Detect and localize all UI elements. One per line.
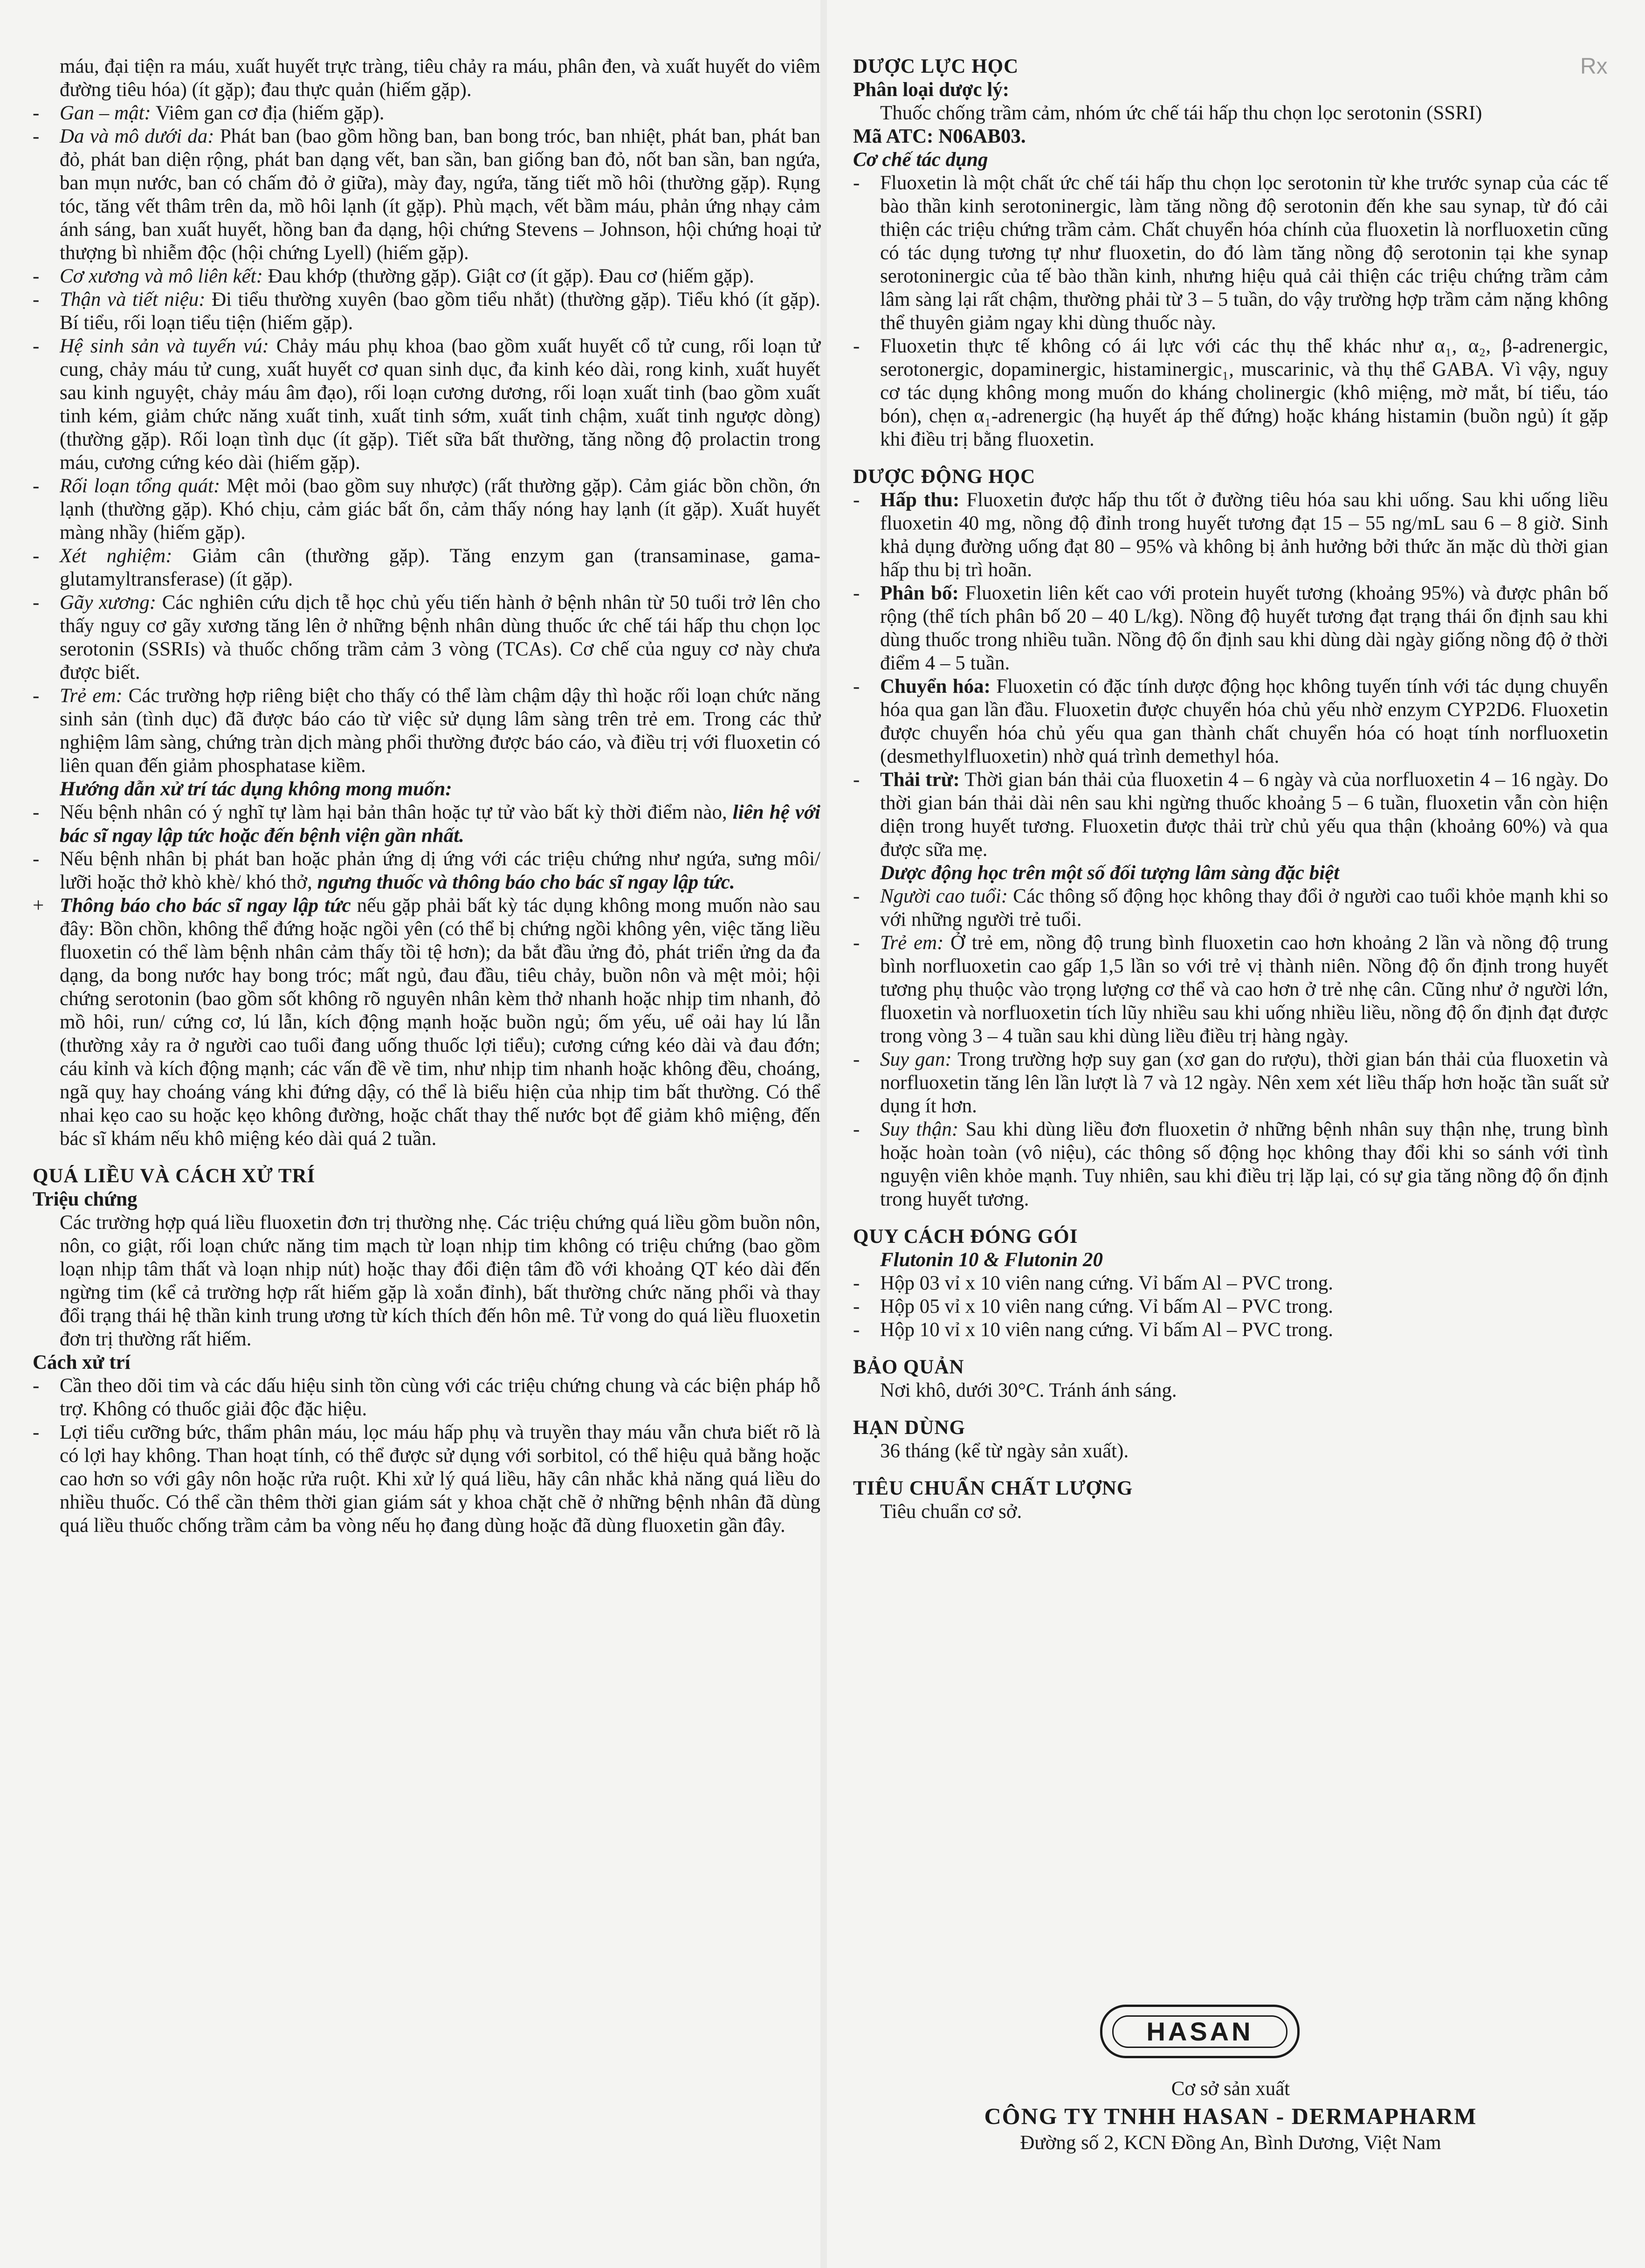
adverse-renal: - Thận và tiết niệu: Đi tiểu thường xuyên (bao gồm tiểu nhắt) (thường gặp). Tiểu khó (ít gặp). Bí tiểu, rối loạn tiểu tiện (hiếm gặp). [33, 289, 820, 334]
left-column [33, 55, 820, 1537]
special-populations-heading: Dược động học trên một số đối tượng lâm sàng đặc biệt [880, 862, 1340, 884]
pharmacologic-class-label: Phân loại dược lý: [853, 79, 1010, 101]
pharmacokinetics-heading: DƯỢC ĐỘNG HỌC [853, 466, 1036, 488]
packaging-product-names: Flutonin 10 & Flutonin 20 [880, 1249, 1103, 1271]
packaging-item: - Hộp 03 vỉ x 10 viên nang cứng. Vỉ bấm Al – PVC trong. [853, 1272, 1334, 1294]
pk-children: - Trẻ em: Ở trẻ em, nồng độ trung bình fluoxetin cao hơn khoảng 2 lần và nồng độ trung bình norfluoxetin cao gấp 1,5 lần so với trẻ vị thành niên. Nồng độ ổn định trong huyết tương phụ thuộc vào trọng lượng cơ thể và cao hơn ở trẻ nhẹ cân. Cũng như ở người lớn, fluoxetin và norfluoxetin tích lũy nhiều sau khi uống nhiều liều, nồng độ ổn định đạt được trong vòng 3 – 4 tuần sau khi dùng liều điều trị hàng ngày. [853, 932, 1608, 1047]
storage-heading: BẢO QUẢN [853, 1356, 964, 1378]
mechanism-item-1: - Fluoxetin là một chất ức chế tái hấp thu chọn lọc serotonin từ khe trước synap của các tế bào thần kinh serotoninergic, làm tăng nồng độ serotonin đến khe sau synap, từ đó cải thiện các triệu chứng trầm cảm. Chất chuyển hóa chính của fluoxetin là norfluoxetin cũng có tác dụng tương tự như fluoxetin, do đó làm tăng nồng độ serotonin tại khe synap serotoninergic của tế bào thần kinh, nhưng hiệu quả cải thiện các triệu chứng trầm cảm lâm sàng lại rất chậm, thường phải từ 3 – 5 tuần, do vậy trường hợp trầm cảm nặng không thể thuyên giảm ngay khi dùng thuốc này. [853, 172, 1608, 334]
quality-standard-text: Tiêu chuẩn cơ sở. [880, 1501, 1022, 1523]
pk-metabolism: - Chuyển hóa: Fluoxetin có đặc tính dược động học không tuyến tính với tác dụng chuyển hóa qua gan lần đầu. Fluoxetin được chuyển hóa chủ yếu nhờ enzym CYP2D6. Fluoxetin được chuyển hóa chủ yếu qua gan thành chất chuyển hóa có hoạt tính norfluoxetin (desmethylfluoxetin) nhờ quá trình demethyl hóa. [853, 676, 1608, 767]
adverse-lab-tests: - Xét nghiệm: Giảm cân (thường gặp). Tăng enzym gan (transaminase, gama-glutamyltransferase) (ít gặp). [33, 545, 821, 590]
quality-standard-heading: TIÊU CHUẨN CHẤT LƯỢNG [853, 1477, 1133, 1499]
atc-code: Mã ATC: N06AB03. [853, 125, 1026, 147]
adverse-general: - Rối loạn tổng quát: Mệt mỏi (bao gồm suy nhược) (rất thường gặp). Cảm giác bồn chồn, ớn lạnh (thường gặp). Khó chịu, cảm giác bất ổn, cảm thấy nóng hay lạnh (ít gặp). Xuất huyết màng nhầy (hiếm gặp). [33, 475, 821, 544]
shelf-life-heading: HẠN DÙNG [853, 1417, 965, 1439]
logo-text: HASAN [1112, 2015, 1287, 2048]
manufacturer-block [853, 2077, 1608, 2155]
storage-text: Nơi khô, dưới 30°C. Tránh ánh sáng. [880, 1379, 1177, 1401]
treatment-item-2: - Lợi tiểu cưỡng bức, thẩm phân máu, lọc máu hấp phụ và truyền thay máu vẫn chưa biết rõ là có lợi hay không. Than hoạt tính, có thể được sử dụng với sorbitol, có thể hiệu quả bằng hoặc cao hơn so với gây nôn hoặc rửa ruột. Khi xử lý quá liều, hãy cân nhắc khả năng quá liều do nhiều thuốc. Có thể cần thêm thời gian giám sát y khoa chặt chẽ ở những bệnh nhân đã dùng quá liều thuốc chống trầm cảm ba vòng nếu họ đang dùng hoặc đã dùng fluoxetin gần đây. [33, 1421, 820, 1537]
handling-item-2: - Nếu bệnh nhân bị phát ban hoặc phản ứng dị ứng với các triệu chứng như ngứa, sưng môi/ lưỡi hoặc thở khò khè/ khó thở, ngưng thuốc và thông báo cho bác sĩ ngay lập tức. [33, 848, 820, 893]
pharmacologic-class-text: Thuốc chống trầm cảm, nhóm ức chế tái hấp thu chọn lọc serotonin (SSRI) [880, 102, 1482, 124]
shelf-life-text: 36 tháng (kể từ ngày sản xuất). [880, 1440, 1129, 1462]
manufacturer-name: CÔNG TY TNHH HASAN - DERMAPHARM [984, 2103, 1477, 2129]
mechanism-item-2: - Fluoxetin thực tế không có ái lực với các thụ thể khác như α₁, α₂, β-adrenergic, serotonergic, dopaminergic, histaminergic₁, muscarinic, và thụ thể GABA. Vì vậy, nguy cơ tác dụng không mong muốn do kháng cholinergic (khô miệng, mờ mắt, bí tiểu, táo bón), chẹn α₁-adrenergic (hạ huyết áp thế đứng) hoặc kháng histamin (buồn ngủ) ít gặp khi điều trị bằng fluoxetin. [853, 335, 1608, 450]
hasan-logo [1100, 2005, 1301, 2058]
adverse-gi-continued: máu, đại tiện ra máu, xuất huyết trực tràng, tiêu chảy ra máu, phân đen, và xuất huyết do viêm đường tiêu hóa) (ít gặp); đau thực quản (hiếm gặp). [60, 55, 820, 101]
handling-item-3: + Thông báo cho bác sĩ ngay lập tức nếu gặp phải bất kỳ tác dụng không mong muốn nào sau đây: Bồn chồn, không thể đứng hoặc ngồi yên (có thể bị chứng ngồi không yên, việc tăng liều fluoxetin có thể làm bệnh nhân cảm thấy tồi tệ hơn); da bắt đầu ửng đỏ, phát triển ửng da đa dạng, da bong nước hay bong tróc; mất ngủ, đau đầu, tiêu chảy, buồn nôn và mệt mỏi; hội chứng serotonin (bao gồm sốt không rõ nguyên nhân kèm thở nhanh hoặc nhịp tim nhanh, đỏ mồ hôi, run/ cứng cơ, lú lẫn, kích động mạnh hoặc buồn ngủ; ốm yếu, uể oải hay lú lẫn (thường xảy ra ở người cao tuổi đang uống thuốc lợi tiểu); cương cứng kéo dài và đau đớn; cáu kỉnh và kích động mạnh; các vấn đề về tim, như nhịp tim nhanh hoặc không đều, choáng, ngã quỵ hay choáng váng khi đứng dậy, có thể là biểu hiện của nhịp tim bất thường. Có thể nhai kẹo cao su hoặc kẹo không đường, hoặc chất thay thế nước bọt để giảm khô miệng, đến bác sĩ khám nếu khô miệng kéo dài quá 2 tuần. [33, 895, 821, 1150]
symptoms-subheading: Triệu chứng [33, 1188, 138, 1210]
pk-renal-impairment: - Suy thận: Sau khi dùng liều đơn fluoxetin ở những bệnh nhân suy thận nhẹ, trung bình hoặc hoàn toàn (vô niệu), các thông số động học không thay đổi khi so sánh với tình nguyện viên khỏe mạnh. Tuy nhiên, sau khi điều trị lặp lại, có sự gia tăng nồng độ ổn định trong huyết tương. [853, 1118, 1608, 1210]
manufacturer-address: Đường số 2, KCN Đồng An, Bình Dương, Việt Nam [1020, 2132, 1441, 2154]
pk-absorption: - Hấp thu: Fluoxetin được hấp thu tốt ở đường tiêu hóa sau khi uống. Sau khi uống liều fluoxetin 40 mg, nồng độ đỉnh trong huyết tương đạt 15 – 55 ng/mL sau 6 – 8 giờ. Sinh khả dụng đường uống đạt 80 – 95% và không bị ảnh hưởng bởi thức ăn mặc dù thời gian hấp thu bị trì hoãn. [853, 489, 1608, 581]
overdose-heading: QUÁ LIỀU VÀ CÁCH XỬ TRÍ [33, 1165, 316, 1187]
treatment-item-1: - Cần theo dõi tim và các dấu hiệu sinh tồn cùng với các triệu chứng chung và các biện pháp hỗ trợ. Không có thuốc giải độc đặc hiệu. [33, 1375, 820, 1420]
right-column [853, 55, 1608, 1523]
adverse-liver: - Gan – mật: Viêm gan cơ địa (hiếm gặp). [33, 102, 385, 124]
packaging-item: - Hộp 05 vỉ x 10 viên nang cứng. Vỉ bấm Al – PVC trong. [853, 1296, 1334, 1317]
pk-distribution: - Phân bố: Fluoxetin liên kết cao với protein huyết tương (khoảng 95%) và được phân bố rộng (thể tích phân bố 20 – 40 L/kg). Nồng độ huyết tương đạt trạng thái ổn định sau khi dùng thuốc trong nhiều tuần. Nồng độ ổn định sau khi dùng dài ngày giống nồng độ ở thời điểm 4 – 5 tuần. [853, 582, 1608, 674]
packaging-item: - Hộp 10 vỉ x 10 viên nang cứng. Vỉ bấm Al – PVC trong. [853, 1319, 1334, 1341]
treatment-subheading: Cách xử trí [33, 1351, 131, 1373]
manufacturer-label: Cơ sở sản xuất [1171, 2078, 1290, 2100]
adverse-reproductive: - Hệ sinh sản và tuyến vú: Chảy máu phụ khoa (bao gồm xuất huyết cổ tử cung, rối loạn tử cung, chảy máu tử cung, xuất huyết cơ quan sinh dục, đa kinh kéo dài, rong kinh, xuất huyết sau kinh nguyệt, chảy máu âm đạo), rối loạn cương dương, rối loạn xuất tinh (bao gồm xuất tinh kém, giảm chức năng xuất tinh, xuất tinh sớm, xuất tinh chậm, xuất tinh ngược dòng) (thường gặp). Rối loạn tình dục (ít gặp). Tiết sữa bất thường, tăng nồng độ prolactin trong máu, cương cứng kéo dài (hiếm gặp). [33, 335, 820, 474]
pk-elimination: - Thải trừ: Thời gian bán thải của fluoxetin 4 – 6 ngày và của norfluoxetin 4 – 16 ngày. Do thời gian bán thải dài nên sau khi ngừng thuốc khoảng 5 – 6 tuần, fluoxetin vẫn còn hiện diện trong huyết tương. Fluoxetin được thải trừ chủ yếu qua thận (khoảng 60%) và qua được sữa mẹ. [853, 769, 1608, 861]
symptoms-text: Các trường hợp quá liều fluoxetin đơn trị thường nhẹ. Các triệu chứng quá liều gồm buồn nôn, nôn, co giật, rối loạn chức năng tim mạch từ loạn nhịp tim không có triệu chứng (bao gồm loạn nhịp tâm thất và loạn nhịp nút) hoặc thay đổi điện tâm đồ với khoảng QT kéo dài đến ngừng tim (kể cả trường hợp rất hiếm gặp là xoắn đỉnh), bất thường chức năng phổi và thay đổi trạng thái hệ thần kinh trung ương từ kích thích đến hôn mê. Tử vong do quá liều fluoxetin đơn trị thường rất hiếm. [60, 1212, 820, 1350]
pk-elderly: - Người cao tuổi: Các thông số động học không thay đổi ở người cao tuổi khỏe mạnh khi so với những người trẻ tuổi. [853, 885, 1608, 931]
adverse-children: - Trẻ em: Các trường hợp riêng biệt cho thấy có thể làm chậm dậy thì hoặc rối loạn chức năng sinh sản (tình dục) đã được báo cáo từ việc sử dụng lâm sàng trên trẻ em. Trong các thử nghiệm lâm sàng, chứng tràn dịch màng phổi thường được báo cáo, và điều trị với fluoxetin có liên quan đến giảm phosphatase kiềm. [33, 685, 821, 777]
rx-mark: Rx [1580, 54, 1608, 79]
fold-crease [820, 0, 827, 2268]
mechanism-subheading: Cơ chế tác dụng [853, 149, 988, 171]
pk-hepatic-impairment: - Suy gan: Trong trường hợp suy gan (xơ gan do rượu), thời gian bán thải của fluoxetin và norfluoxetin tăng lên lần lượt là 7 và 12 ngày. Nên xem xét liều thấp hơn hoặc tần suất sử dụng ít hơn. [853, 1048, 1608, 1117]
pharmacodynamics-heading: DƯỢC LỰC HỌC [853, 55, 1019, 77]
adverse-fractures: - Gãy xương: Các nghiên cứu dịch tễ học chủ yếu tiến hành ở bệnh nhân từ 50 tuổi trở lên cho thấy nguy cơ gãy xương tăng lên ở những bệnh nhân dùng thuốc ức chế tái hấp thu chọn lọc serotonin (SSRIs) và thuốc chống trầm cảm 3 vòng (TCAs). Cơ chế của nguy cơ này chưa được biết. [33, 592, 820, 683]
adverse-skin: - Da và mô dưới da: Phát ban (bao gồm hồng ban, ban bong tróc, ban nhiệt, phát ban, phát ban đỏ, phát ban diện rộng, phát ban dạng vết, ban sần, ban giống ban đỏ, nốt ban sần, ban ngứa, ban mụn nước, ban có chấm đỏ ở giữa), mày đay, ngứa, tăng tiết mồ hôi (thường gặp). Rụng tóc, tăng vết thâm trên da, mồ hôi lạnh (ít gặp). Phù mạch, vết bầm máu, phản ứng nhạy cảm ánh sáng, ban xuất huyết, hồng ban đa dạng, hội chứng Stevens – Johnson, hội chứng hoại tử thượng bì nhiễm độc (hội chứng Lyell) (hiếm gặp). [33, 125, 821, 264]
handling-item-1: - Nếu bệnh nhân có ý nghĩ tự làm hại bản thân hoặc tự tử vào bất kỳ thời điểm nào, liên hệ với bác sĩ ngay lập tức hoặc đến bệnh viện gần nhất. [33, 801, 820, 847]
packaging-heading: QUY CÁCH ĐÓNG GÓI [853, 1226, 1078, 1248]
adverse-musculoskeletal: - Cơ xương và mô liên kết: Đau khớp (thường gặp). Giật cơ (ít gặp). Đau cơ (hiếm gặp). [33, 265, 754, 287]
adverse-handling-heading: Hướng dẫn xử trí tác dụng không mong muốn: [60, 778, 452, 800]
